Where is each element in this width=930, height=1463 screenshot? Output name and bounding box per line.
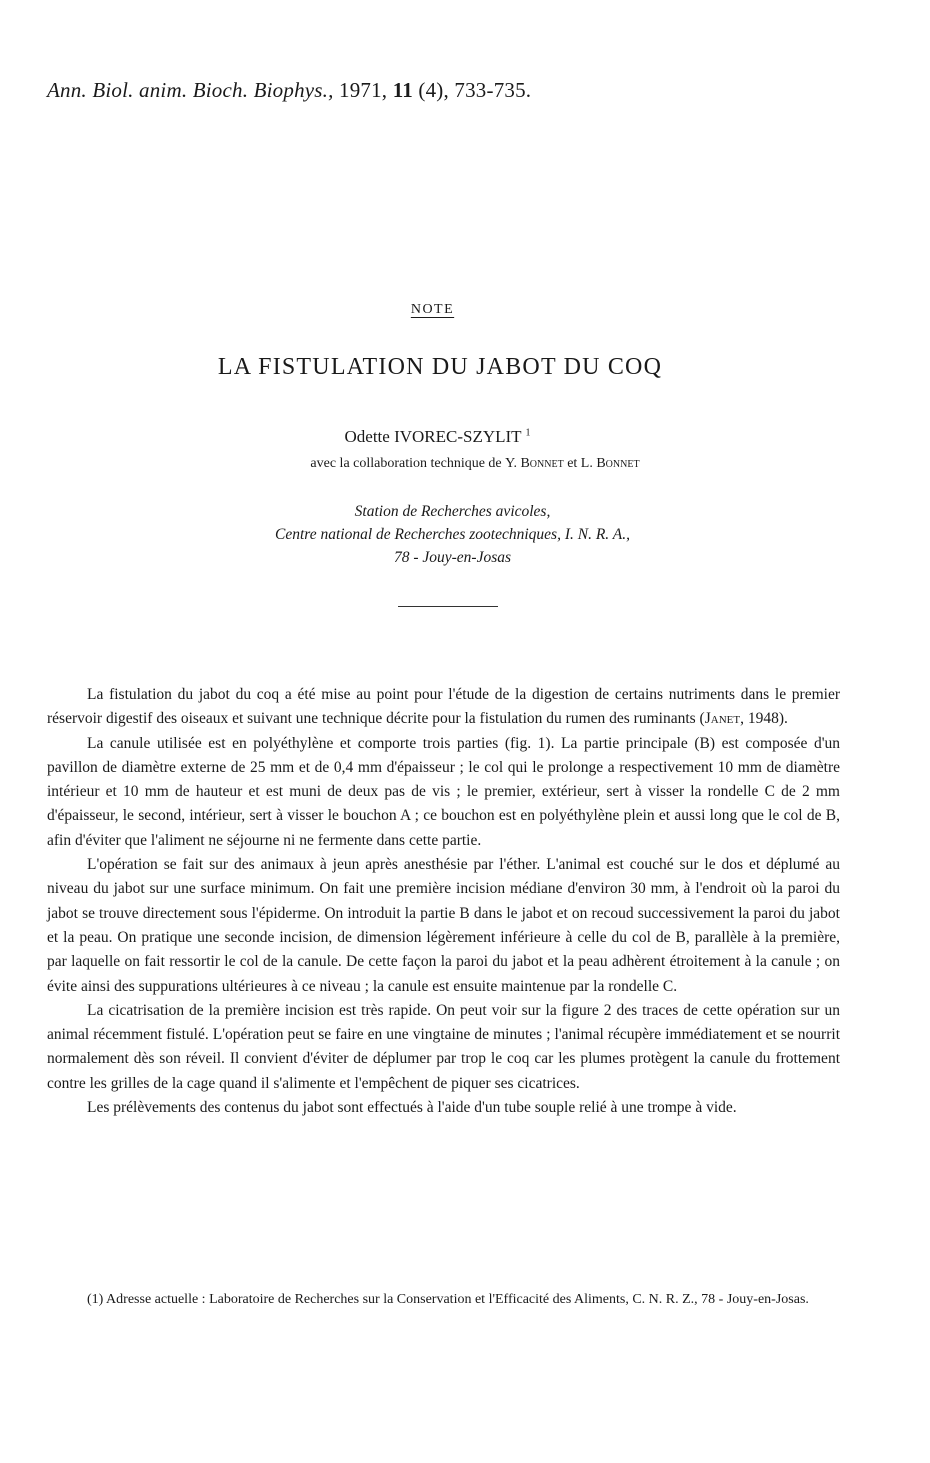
article-body: [47, 683, 840, 1120]
citation-author: Janet: [704, 710, 741, 728]
affiliation-line-3: 78 - Jouy-en-Josas: [393, 549, 512, 566]
journal-issue-pages: (4), 733-735.: [412, 78, 532, 102]
author-line: [0, 427, 875, 447]
paragraph-1: [47, 683, 840, 732]
paragraph-1-text-a: La fistulation du jabot du coq a été mise au point pour l'étude de la digestion de certains nutriments dans le premier réservoir digestif des oiseaux et suivant une technique décrite pour la fistulation du rumen des ruminants (: [47, 686, 840, 728]
journal-volume: 11: [392, 78, 413, 102]
collaborator-2: L. Bonnet: [580, 456, 640, 471]
journal-name: Ann. Biol. anim. Bioch. Biophys.,: [47, 78, 334, 102]
paragraph-1-text-b: , 1948).: [740, 710, 788, 728]
paragraph-5: Les prélèvements des contenus du jabot sont effectués à l'aide d'un tube souple relié à une trompe à vide.: [87, 1099, 737, 1117]
collaborator-1: Y. Bonnet: [505, 456, 564, 471]
affiliation: [0, 500, 905, 569]
footnote: [47, 1290, 840, 1309]
paragraph-3: L'opération se fait sur des animaux à jeun après anesthésie par l'éther. L'animal est couché sur le dos et déplumé au niveau du jabot sur une surface minimum. On fait une première incision médiane d'environ 30 mm, à l'endroit où la paroi du jabot se trouve directement sous l'épiderme. On introduit la partie B dans le jabot et on recoud successivement la paroi du jabot et la peau. On pratique une seconde incision, de dimension légèrement inférieure à celle du col de B, parallèle à la première, par laquelle on fait ressortir le col de la canule. De cette façon la paroi du jabot et la peau adhèrent étroitement à la canule ; on évite ainsi des suppurations ultérieures à ce niveau ; la canule est ensuite maintenue par la rondelle C.: [47, 856, 840, 995]
journal-reference: [47, 78, 531, 103]
journal-year: 1971,: [333, 78, 393, 102]
collaboration-prefix: avec la collaboration technique de: [310, 456, 506, 471]
author-name: Odette IVOREC-SZYLIT: [344, 427, 526, 446]
affiliation-line-1: Station de Recherches avicoles,: [354, 503, 551, 520]
footnote-mark: (1): [87, 1292, 104, 1307]
note-label: [0, 302, 865, 318]
note-label-text: NOTE: [410, 302, 455, 317]
article-title: LA FISTULATION DU JABOT DU COQ: [217, 354, 663, 380]
author-footnote-mark: 1: [525, 427, 531, 439]
paragraph-2: La canule utilisée est en polyéthylène et comporte trois parties (fig. 1). La partie principale (B) est composée d'un pavillon de diamètre externe de 25 mm et de 0,4 mm d'épaisseur ; le col qui le prolonge a respectivement 10 mm de diamètre intérieur et 10 mm de hauteur et est muni de deux pas de vis ; le premier, extérieur, sert à visser la rondelle C de 2 mm d'épaisseur, le second, intérieur, sert à visser le bouchon A ; ce bouchon est en polyéthylène plein et aussi long que le col de B, afin d'éviter que l'aliment ne séjourne ni ne fermente dans cette partie.: [47, 734, 840, 849]
collaboration-line: [0, 456, 930, 472]
paragraph-4: La cicatrisation de la première incision est très rapide. On peut voir sur la figure 2 des traces de cette opération sur un animal récemment fistulé. L'opération peut se faire en une vingtaine de minutes ; l'animal récupère immédiatement et se nourrit normalement dès son réveil. Il convient d'éviter de déplumer par trop le coq car les plumes protègent la canule du frottement contre les grilles de la cage quand il s'alimente et l'empêchent de piquer ses cicatrices.: [47, 1001, 840, 1092]
collaboration-conjunction: et: [563, 456, 581, 471]
affiliation-line-2: Centre national de Recherches zootechniques, I. N. R. A.,: [275, 526, 630, 543]
separator-rule: [398, 606, 498, 607]
footnote-text: Adresse actuelle : Laboratoire de Recherches sur la Conservation et l'Efficacité des Aliments, C. N. R. Z., 78 - Jouy-en-Josas.: [103, 1292, 809, 1307]
